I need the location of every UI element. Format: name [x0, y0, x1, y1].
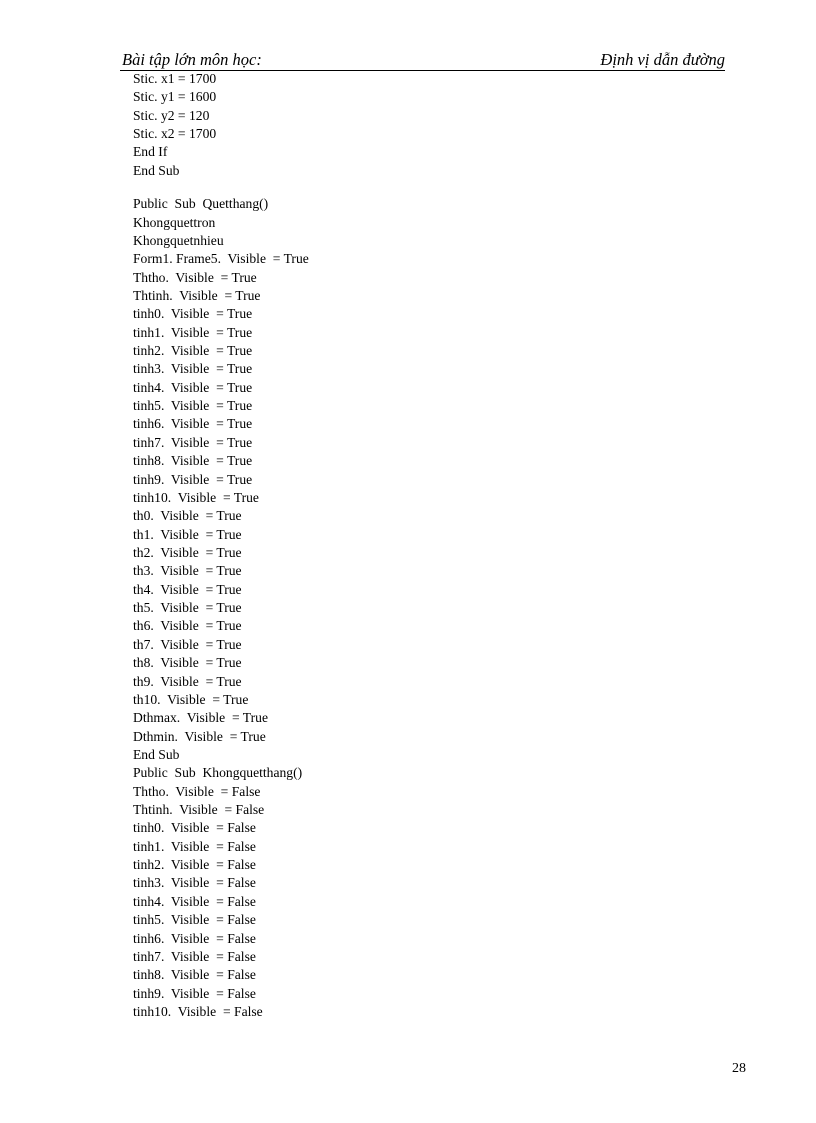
code-line: Form1. Frame5. Visible = True: [133, 251, 309, 267]
code-line: Stic. x1 = 1700: [133, 71, 217, 86]
code-line: th2. Visible = True: [133, 544, 242, 560]
code-line: tinh2. Visible = True: [133, 343, 253, 359]
code-line: tinh4. Visible = False: [133, 893, 256, 909]
code-line: Khongquetnhieu: [133, 232, 224, 248]
code-block-previous-sub-end: [133, 70, 309, 180]
code-line: Stic. y2 = 120: [133, 107, 210, 123]
code-line: tinh0. Visible = False: [133, 820, 256, 836]
code-line: th9. Visible = True: [133, 673, 242, 689]
code-line: tinh3. Visible = False: [133, 875, 256, 891]
code-line: Public Sub Quetthang(): [133, 196, 269, 212]
code-line: tinh9. Visible = False: [133, 985, 256, 1001]
code-line: tinh10. Visible = True: [133, 489, 259, 505]
code-line: tinh7. Visible = False: [133, 948, 256, 964]
code-line: th7. Visible = True: [133, 636, 242, 652]
page-number: 28: [732, 1061, 746, 1076]
code-line: Dthmax. Visible = True: [133, 710, 268, 726]
code-line: tinh3. Visible = True: [133, 361, 253, 377]
code-line: tinh6. Visible = False: [133, 930, 256, 946]
code-line: th3. Visible = True: [133, 563, 242, 579]
code-line: tinh5. Visible = True: [133, 398, 253, 414]
code-line: tinh5. Visible = False: [133, 912, 256, 928]
code-line: Dthmin. Visible = True: [133, 728, 266, 744]
code-line: th4. Visible = True: [133, 581, 242, 597]
blank-line: [133, 180, 309, 195]
code-line: End If: [133, 144, 168, 160]
page-header: [120, 50, 725, 71]
code-line: Ththo. Visible = True: [133, 269, 257, 285]
code-line: End Sub: [133, 746, 180, 762]
code-block-quetthang: [133, 195, 309, 1021]
code-line: th0. Visible = True: [133, 508, 242, 524]
code-line: th6. Visible = True: [133, 618, 242, 634]
code-line: tinh6. Visible = True: [133, 416, 253, 432]
code-line: Khongquettron: [133, 214, 216, 230]
code-line: Stic. y1 = 1600: [133, 89, 217, 105]
code-line: Thtinh. Visible = True: [133, 287, 261, 303]
code-line: Public Sub Khongquetthang(): [133, 765, 303, 781]
code-line: th1. Visible = True: [133, 526, 242, 542]
code-line: th5. Visible = True: [133, 600, 242, 616]
header-subject-title: Định vị dẫn đường: [600, 50, 725, 69]
code-line: tinh8. Visible = True: [133, 453, 253, 469]
code-line: tinh1. Visible = True: [133, 324, 253, 340]
code-line: Ththo. Visible = False: [133, 783, 261, 799]
code-line: tinh7. Visible = True: [133, 434, 253, 450]
code-line: tinh0. Visible = True: [133, 306, 253, 322]
code-line: End Sub: [133, 162, 180, 178]
code-line: tinh1. Visible = False: [133, 838, 256, 854]
code-line: th10. Visible = True: [133, 691, 249, 707]
code-line: th8. Visible = True: [133, 655, 242, 671]
code-line: Thtinh. Visible = False: [133, 802, 265, 818]
code-listing: [133, 70, 309, 1021]
code-line: Stic. x2 = 1700: [133, 126, 217, 142]
code-line: tinh8. Visible = False: [133, 967, 256, 983]
code-line: tinh4. Visible = True: [133, 379, 253, 395]
code-line: tinh9. Visible = True: [133, 471, 253, 487]
code-line: tinh10. Visible = False: [133, 1003, 263, 1019]
code-line: tinh2. Visible = False: [133, 857, 256, 873]
header-course-title: Bài tập lớn môn học:: [122, 50, 262, 69]
